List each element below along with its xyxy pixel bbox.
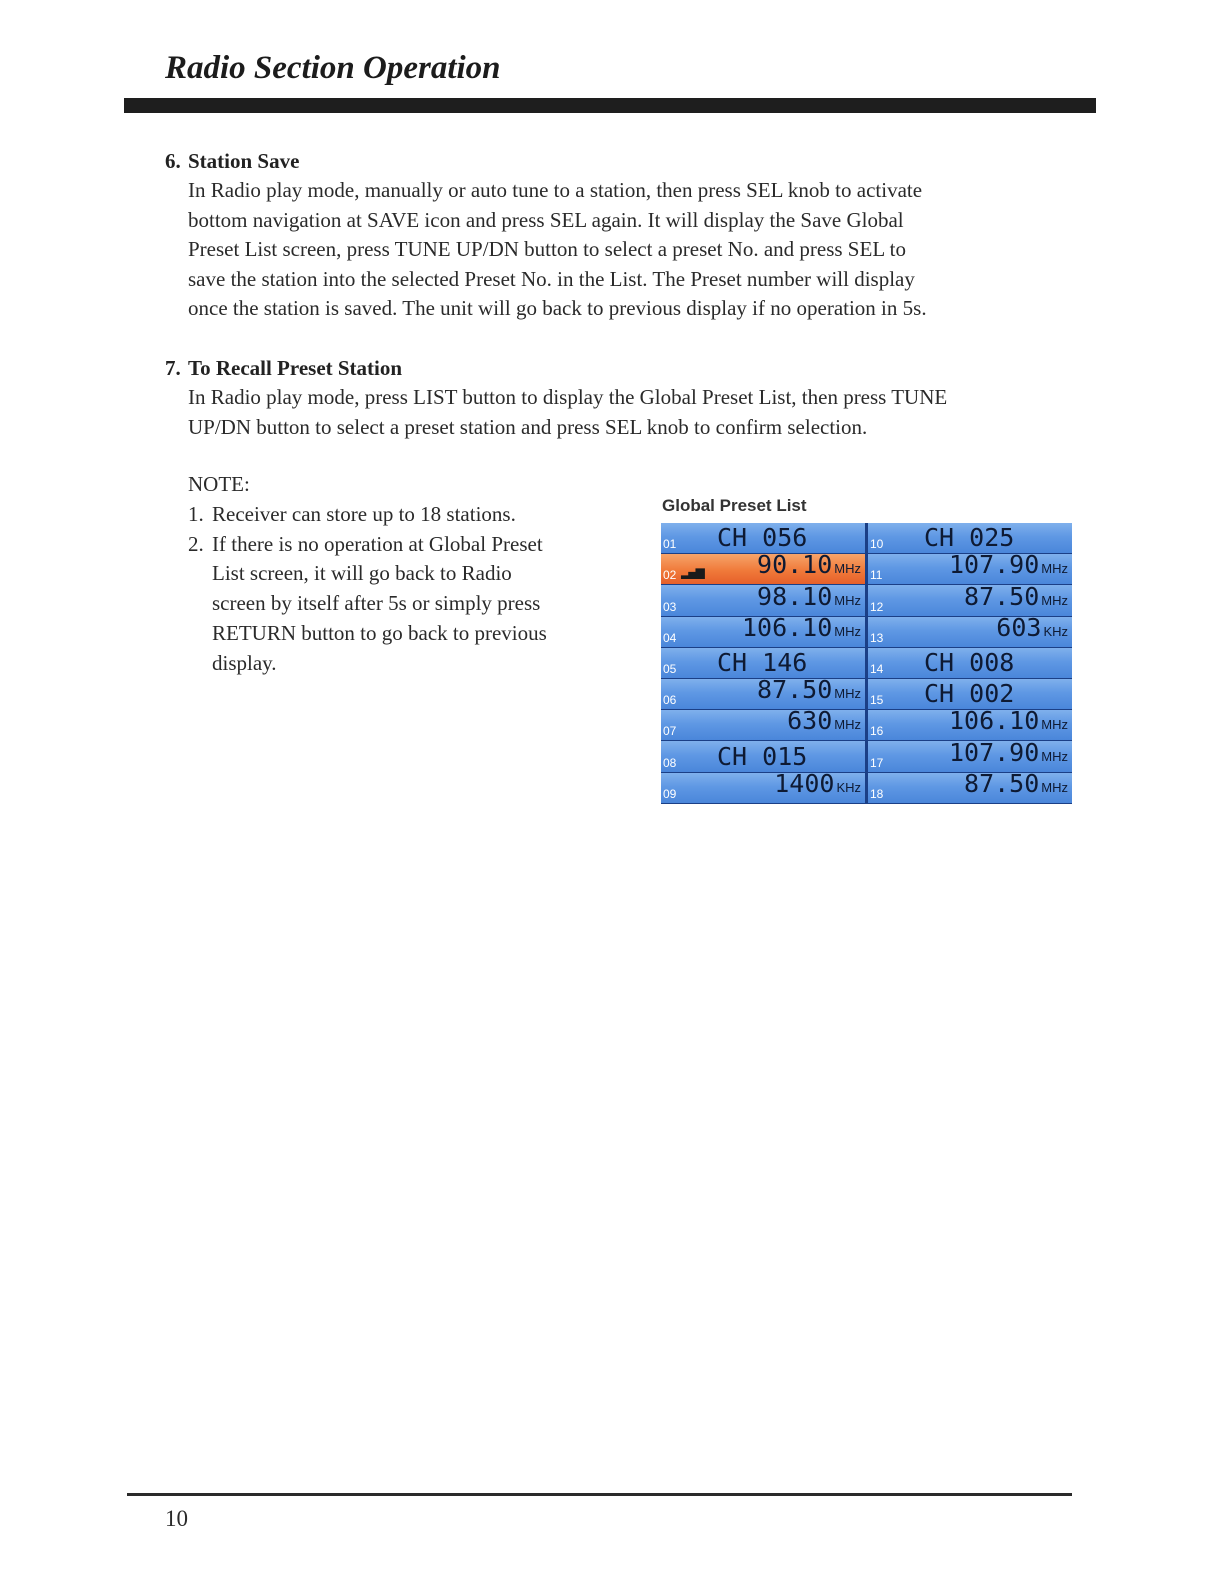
title-rule (124, 98, 1096, 113)
preset-value (924, 524, 1014, 551)
preset-frequency: CH 008 (924, 647, 1015, 677)
note-list (188, 500, 608, 679)
preset-value (964, 585, 1068, 613)
preset-number: 03 (663, 599, 677, 614)
page-number: 10 (165, 1506, 188, 1531)
preset-frequency: CH 002 (924, 679, 1015, 709)
preset-06[interactable] (661, 679, 865, 709)
preset-number: 07 (663, 724, 677, 739)
preset-09[interactable] (661, 773, 865, 803)
preset-value (717, 743, 807, 770)
preset-number: 05 (663, 661, 677, 676)
paragraph-line: UP/DN button to select a preset station and press SEL knob to confirm selection. (188, 414, 868, 439)
preset-frequency: CH 056 (717, 523, 808, 553)
preset-frequency: 107.90 (948, 554, 1040, 580)
preset-value (924, 649, 1014, 676)
preset-frequency: 107.90 (948, 741, 1040, 767)
preset-03[interactable] (661, 585, 865, 615)
paragraph-line: once the station is saved. The unit will go back to previous display if no operation in 5s. (188, 296, 927, 321)
section-heading (165, 353, 1065, 383)
preset-unit: MHz (834, 717, 861, 733)
section-title: To Recall Preset Station (188, 356, 403, 380)
signal-bars-icon: ▂▄▆ (681, 565, 703, 580)
preset-01[interactable] (661, 523, 865, 553)
preset-16[interactable] (868, 710, 1072, 740)
preset-number: 15 (870, 693, 884, 708)
preset-number: 13 (870, 630, 884, 645)
preset-number: 18 (870, 786, 884, 801)
note-item (188, 530, 608, 679)
preset-number: 12 (870, 599, 884, 614)
footer-rule (127, 1493, 1072, 1496)
paragraph-line: Preset List screen, press TUNE UP/DN button to select a preset No. and press SEL to (188, 237, 906, 262)
preset-frequency: 87.50 (964, 585, 1040, 611)
preset-value (717, 649, 807, 676)
preset-number: 11 (870, 568, 883, 583)
preset-18[interactable] (868, 773, 1072, 803)
note-index: 1. (188, 501, 204, 526)
note-line: screen by itself after 5s or simply press (212, 591, 541, 616)
preset-value (949, 741, 1068, 769)
section-heading (165, 146, 1065, 176)
note-line: display. (212, 650, 277, 675)
preset-list-grid (661, 523, 1072, 804)
preset-11[interactable] (868, 554, 1072, 584)
preset-list-title: Global Preset List (662, 496, 807, 515)
preset-14[interactable] (868, 648, 1072, 678)
preset-value (996, 617, 1068, 645)
preset-value (717, 524, 807, 551)
preset-value (949, 710, 1068, 738)
preset-unit: MHz (1041, 592, 1068, 608)
preset-value (757, 679, 861, 707)
paragraph-line: save the station into the selected Preset No. in the List. The Preset number will display (188, 266, 915, 291)
preset-frequency: CH 146 (717, 647, 808, 677)
paragraph-line: In Radio play mode, manually or auto tune to a station, then press SEL knob to activate (188, 178, 923, 202)
preset-value (787, 710, 861, 738)
preset-number: 02 (663, 568, 677, 583)
preset-13[interactable] (868, 617, 1072, 647)
note-line: Receiver can store up to 18 stations. (212, 501, 516, 526)
preset-value (757, 585, 861, 613)
preset-15[interactable] (868, 679, 1072, 709)
section-recall-preset (165, 353, 1065, 442)
section-number: 7. (165, 356, 181, 380)
preset-17[interactable] (868, 741, 1072, 771)
preset-04[interactable] (661, 617, 865, 647)
preset-unit: MHz (1041, 561, 1068, 577)
preset-unit: MHz (834, 686, 861, 702)
preset-unit: MHz (834, 623, 861, 639)
preset-frequency: CH 025 (924, 523, 1015, 553)
preset-number: 04 (663, 630, 677, 645)
preset-08[interactable] (661, 741, 865, 771)
preset-02[interactable] (661, 554, 865, 584)
preset-value (949, 554, 1068, 582)
preset-number: 08 (663, 755, 677, 770)
paragraph-line: In Radio play mode, press LIST button to display the Global Preset List, then press TUNE (188, 385, 948, 409)
note-title: NOTE: (188, 472, 250, 496)
note-index: 2. (188, 531, 204, 556)
preset-frequency: 90.10 (757, 554, 833, 580)
preset-05[interactable] (661, 648, 865, 678)
preset-unit: MHz (834, 592, 861, 608)
preset-number: 17 (870, 755, 884, 770)
preset-frequency: 630 (787, 710, 833, 736)
preset-unit: MHz (834, 561, 861, 577)
preset-number: 09 (663, 786, 677, 801)
preset-frequency: 106.10 (948, 710, 1040, 736)
preset-value (774, 773, 861, 801)
preset-frequency: 1400 (774, 772, 835, 798)
preset-frequency: 87.50 (757, 678, 833, 705)
preset-number: 10 (870, 537, 884, 552)
paragraph-line: bottom navigation at SAVE icon and press SEL again. It will display the Save Global (188, 207, 904, 232)
preset-unit: KHz (836, 779, 861, 795)
preset-frequency: CH 015 (717, 741, 808, 771)
preset-frequency: 98.10 (757, 585, 833, 611)
preset-frequency: 106.10 (741, 616, 833, 642)
preset-number: 01 (663, 537, 677, 552)
preset-number: 14 (870, 661, 884, 676)
note-line: If there is no operation at Global Preset (212, 531, 543, 556)
preset-value (924, 680, 1014, 707)
page-title: Radio Section Operation (165, 50, 501, 86)
preset-10[interactable] (868, 523, 1072, 553)
note-line: RETURN button to go back to previous (212, 620, 547, 645)
preset-frequency: 603 (996, 616, 1042, 642)
preset-07[interactable] (661, 710, 865, 740)
preset-number: 06 (663, 693, 677, 708)
preset-unit: MHz (1041, 717, 1068, 733)
note-line: List screen, it will go back to Radio (212, 561, 512, 586)
preset-value (742, 617, 861, 645)
preset-number: 16 (870, 724, 884, 739)
preset-12[interactable] (868, 585, 1072, 615)
note-item (188, 500, 608, 530)
note-block (188, 470, 608, 679)
preset-value (757, 554, 861, 582)
preset-unit: KHz (1043, 623, 1068, 639)
section-title: Station Save (188, 149, 300, 173)
preset-unit: MHz (1041, 748, 1068, 764)
section-number: 6. (165, 149, 181, 173)
preset-value (964, 773, 1068, 801)
preset-frequency: 87.50 (964, 772, 1040, 798)
preset-unit: MHz (1041, 779, 1068, 795)
section-station-save (165, 146, 1065, 324)
